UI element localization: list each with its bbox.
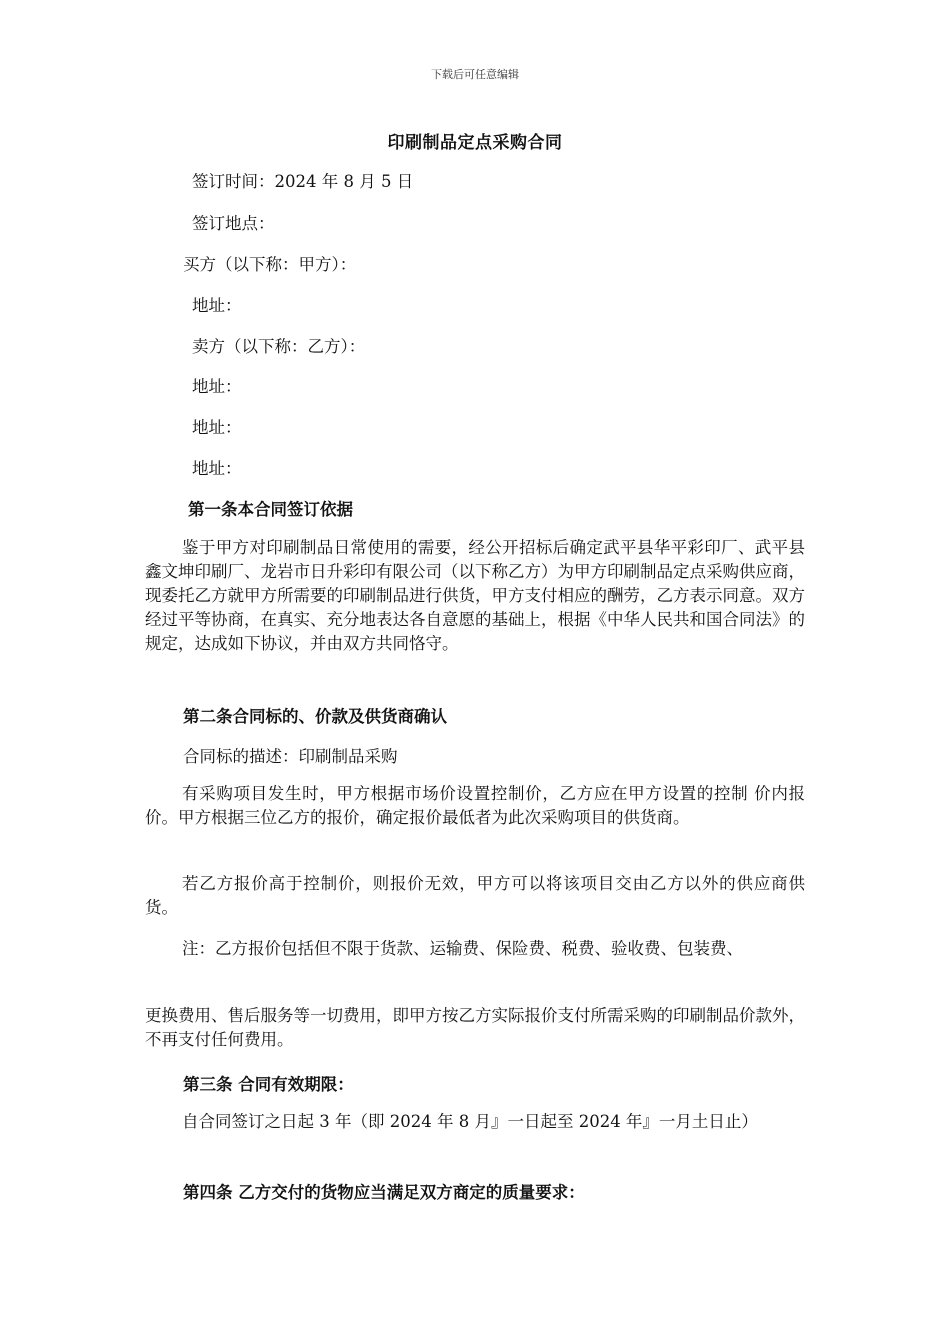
sign-place: 签订地点： bbox=[192, 214, 275, 233]
article-3-heading: 第三条 合同有效期限： bbox=[183, 1075, 354, 1094]
article-4-heading: 第四条 乙方交付的货物应当满足双方商定的质量要求： bbox=[183, 1183, 585, 1202]
header-note: 下载后可任意编辑 bbox=[431, 68, 519, 81]
article-2-para-4: 更换费用、售后服务等一切费用，即甲方按乙方实际报价支付所需采购的印刷制品价款外，不再支付任何费用。 bbox=[145, 1006, 805, 1049]
article-2-subject: 合同标的描述：印刷制品采购 bbox=[183, 747, 398, 766]
article-3-body: 自合同签订之日起 3 年（即 2024 年 8 月』一日起至 2024 年』一月土日止） bbox=[182, 1112, 758, 1131]
seller-line: 卖方（以下称：乙方）： bbox=[192, 337, 366, 356]
seller-address: 地址： bbox=[192, 377, 242, 396]
document-title: 印刷制品定点采购合同 bbox=[387, 133, 563, 153]
article-1-body: 鉴于甲方对印刷制品日常使用的需要，经公开招标后确定武平县华平彩印厂、武平县鑫文坤印刷厂、龙岩市日升彩印有限公司（以下称乙方）为甲方印刷制品定点采购供应商，现委托乙方就甲方所需要的印刷制品进行供货，甲方支付相应的酬劳，乙方表示同意。双方经过平等协商，在真实、充分地表达各自意愿的基础上，根据《中华人民共和国合同法》的规定，达成如下协议，并由双方共同恪守。 bbox=[145, 538, 805, 653]
article-2-para-2: 若乙方报价高于控制价，则报价无效，甲方可以将该项目交由乙方以外的供应商供货。 bbox=[145, 874, 805, 917]
sign-time: 签订时间：2024 年 8 月 5 日 bbox=[192, 172, 414, 191]
article-2-heading: 第二条合同标的、价款及供货商确认 bbox=[183, 707, 447, 726]
article-1-heading: 第一条本合同签订依据 bbox=[188, 500, 353, 519]
address-line-4: 地址： bbox=[192, 459, 242, 478]
buyer-line: 买方（以下称：甲方）： bbox=[183, 255, 357, 274]
address-line-3: 地址： bbox=[192, 418, 242, 437]
buyer-address: 地址： bbox=[192, 296, 242, 315]
article-2-para-3: 注：乙方报价包括但不限于货款、运输费、保险费、税费、验收费、包装费、 bbox=[182, 939, 743, 958]
article-2-para-1: 有采购项目发生时，甲方根据市场价设置控制价，乙方应在甲方设置的控制 价内报价。甲方根据三位乙方的报价，确定报价最低者为此次采购项目的供货商。 bbox=[145, 784, 805, 827]
